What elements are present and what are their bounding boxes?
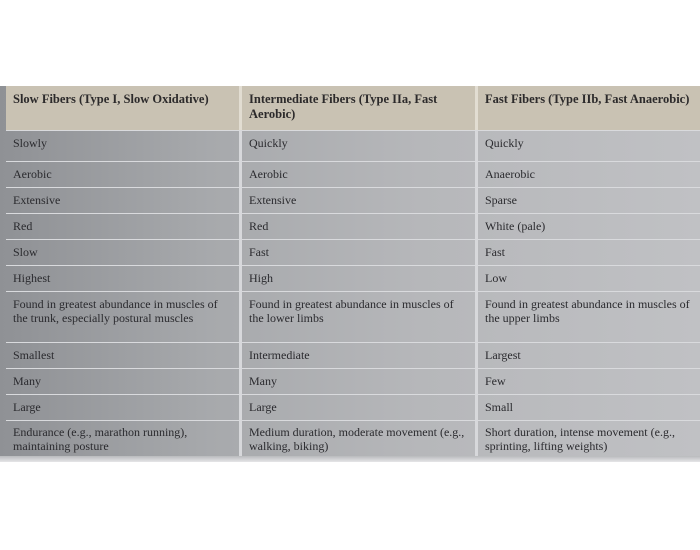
table-cell: Aerobic: [6, 161, 242, 187]
header-row: [6, 86, 700, 130]
table-cell: Small: [478, 394, 700, 420]
table-cell: Sparse: [478, 187, 700, 213]
table-cell: Smallest: [6, 342, 242, 368]
table-cell: Extensive: [6, 187, 242, 213]
table-cell: Large: [6, 394, 242, 420]
header-fast-fibers: Fast Fibers (Type IIb, Fast Anaerobic): [478, 86, 700, 130]
table-row: [6, 420, 700, 458]
table-row: [6, 265, 700, 291]
table-cell: Endurance (e.g., marathon running), maintaining posture: [6, 420, 242, 458]
table-cell: Extensive: [242, 187, 478, 213]
table-cell: Short duration, intense movement (e.g., sprinting, lifting weights): [478, 420, 700, 458]
table-cell: Quickly: [242, 130, 478, 161]
table-cell: Found in greatest abundance in muscles of the trunk, especially postural muscles: [6, 291, 242, 342]
table-cell: Found in greatest abundance in muscles of the lower limbs: [242, 291, 478, 342]
table-cell: High: [242, 265, 478, 291]
table-cell: Fast: [242, 239, 478, 265]
table-photo: [0, 86, 700, 462]
table-cell: Low: [478, 265, 700, 291]
table-cell: Aerobic: [242, 161, 478, 187]
table-cell: Slowly: [6, 130, 242, 161]
page-edge: [0, 456, 700, 462]
table-cell: Red: [6, 213, 242, 239]
table-row: [6, 291, 700, 342]
table-body: [6, 130, 700, 458]
header-intermediate-fibers: Intermediate Fibers (Type IIa, Fast Aerobic): [242, 86, 478, 130]
table-cell: Many: [6, 368, 242, 394]
table-row: [6, 130, 700, 161]
table-header: [6, 86, 700, 130]
table-cell: Largest: [478, 342, 700, 368]
table-cell: Red: [242, 213, 478, 239]
table-cell: Medium duration, moderate movement (e.g., walking, biking): [242, 420, 478, 458]
table-row: [6, 213, 700, 239]
table-row: [6, 187, 700, 213]
table-row: [6, 239, 700, 265]
muscle-fiber-table: [6, 86, 700, 458]
table-cell: Intermediate: [242, 342, 478, 368]
table-row: [6, 394, 700, 420]
table-row: [6, 161, 700, 187]
table-row: [6, 368, 700, 394]
table-cell: Few: [478, 368, 700, 394]
table-cell: Slow: [6, 239, 242, 265]
table-cell: Many: [242, 368, 478, 394]
header-slow-fibers: Slow Fibers (Type I, Slow Oxidative): [6, 86, 242, 130]
table-cell: Highest: [6, 265, 242, 291]
table-cell: White (pale): [478, 213, 700, 239]
table-cell: Quickly: [478, 130, 700, 161]
table-cell: Fast: [478, 239, 700, 265]
table-cell: Found in greatest abundance in muscles of the upper limbs: [478, 291, 700, 342]
table-row: [6, 342, 700, 368]
table-cell: Anaerobic: [478, 161, 700, 187]
table-cell: Large: [242, 394, 478, 420]
